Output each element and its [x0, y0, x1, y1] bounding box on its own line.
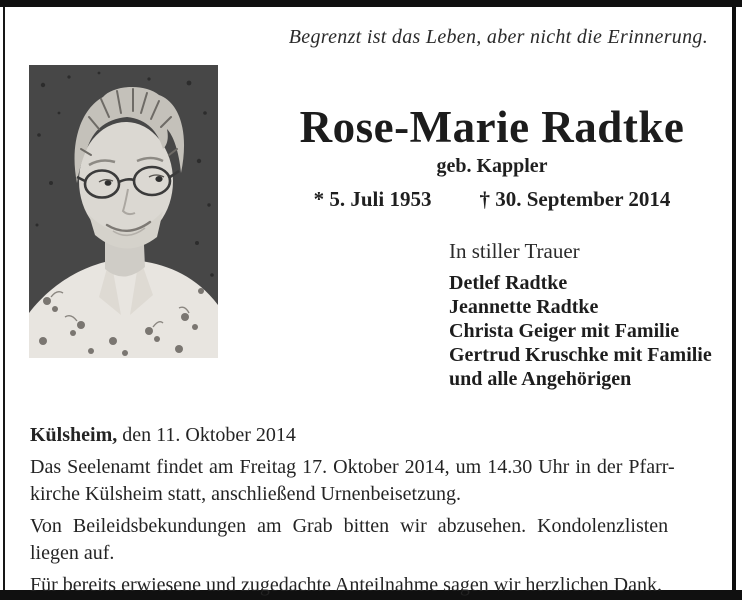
mourning-intro: In stiller Trauer	[449, 239, 580, 263]
paragraph-line: Das Seelenamt findet am Freitag 17. Oktober 2014, um 14.30 Uhr in der Pfarr-	[30, 456, 675, 478]
birth-date: * 5. Juli 1953	[313, 187, 432, 211]
paragraph-line: Für bereits erwiesene und zugedachte Anteilnahme sagen wir herzlichen Dank.	[30, 574, 662, 596]
seelenamt-paragraph	[30, 454, 710, 508]
beileid-paragraph	[30, 513, 710, 567]
paragraph-line: Von Beileidsbekundungen am Grab bitten wir abzusehen. Kondolenzlisten	[30, 515, 669, 537]
dateline	[30, 422, 710, 449]
frame-right-border	[732, 7, 736, 590]
announcement-body	[30, 422, 710, 600]
mourner-name: und alle Angehörigen	[449, 368, 632, 390]
dank-paragraph	[30, 572, 710, 599]
headline-block	[248, 102, 736, 212]
mourner-name: Detlef Radtke	[449, 272, 568, 294]
mourner-name: Gertrud Kruschke mit Familie	[449, 344, 712, 366]
paragraph-line: kirche Külsheim statt, anschließend Urnenbeisetzung.	[30, 483, 461, 505]
dateline-date: den 11. Oktober 2014	[117, 424, 296, 446]
frame-left-border	[3, 7, 5, 590]
frame-top-border	[0, 0, 742, 7]
portrait-illustration	[29, 65, 218, 358]
memorial-motto: Begrenzt ist das Leben, aber nicht die Erinnerung.	[288, 26, 708, 48]
death-date: † 30. September 2014	[479, 187, 671, 211]
dateline-place: Külsheim,	[30, 424, 118, 446]
deceased-name: Rose-Marie Radtke	[299, 102, 685, 152]
paragraph-line: liegen auf.	[30, 542, 115, 564]
mourners-block	[449, 238, 712, 391]
mourner-name: Christa Geiger mit Familie	[449, 320, 680, 342]
life-dates	[248, 187, 736, 212]
mourner-name: Jeannette Radtke	[449, 296, 599, 318]
portrait-photo	[29, 65, 218, 358]
maiden-name: geb. Kappler	[436, 155, 548, 177]
